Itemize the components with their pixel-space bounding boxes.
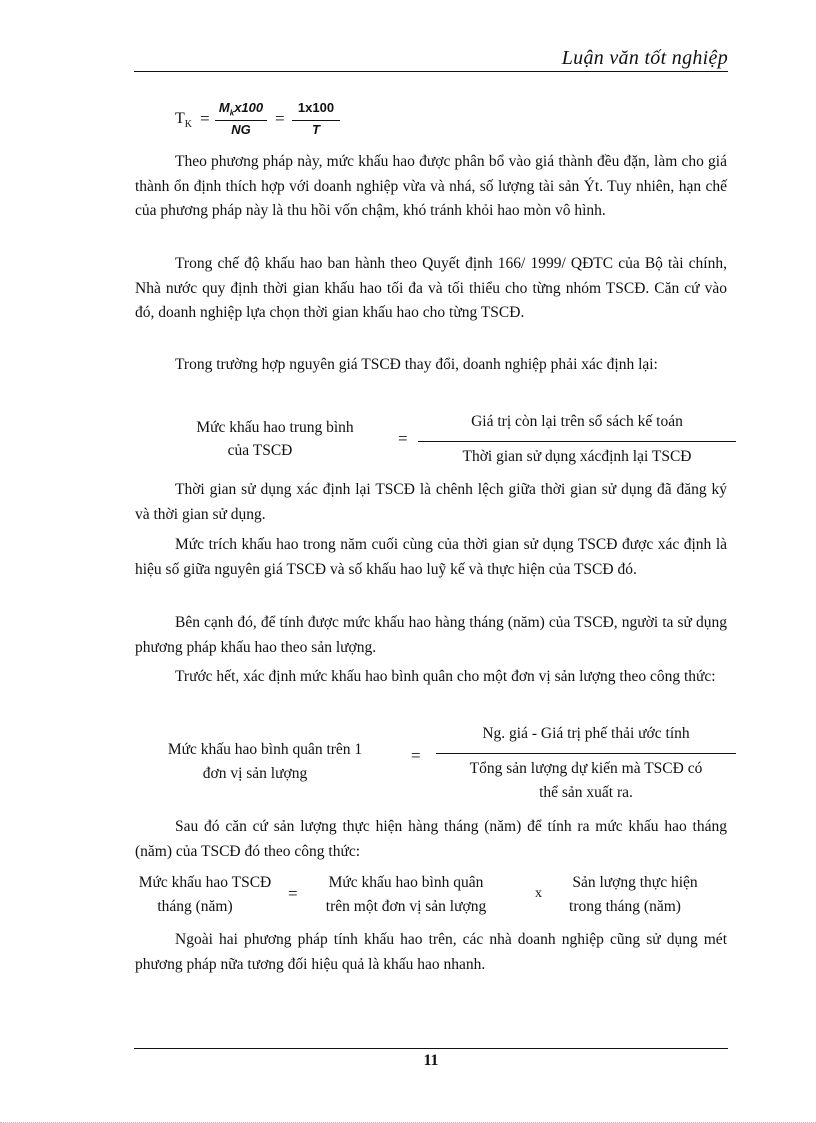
paragraph: Trong trường hợp nguyên giá TSCĐ thay đổi, doanh nghiệp phải xác định lại: [175,356,658,373]
formula3-equals: = [411,746,421,765]
paragraph: Ngoài hai phương pháp tính khấu hao trên, các nhà doanh nghiệp cũng sử dụng mét phương pháp nữa tương đối hiệu quả là khấu hao nhanh. [135,931,727,973]
formula2-numerator: Giá trị còn lại trên sổ sách kế toán [471,413,683,430]
formula4-lhs-line2: tháng (năm) [157,898,233,915]
formula3-lhs-line1: Mức khấu hao bình quân trên 1 [167,741,363,758]
formula2-denominator: Thời gian sử dụng xácđịnh lại TSCĐ [462,448,692,465]
formula-tk [175,100,375,145]
formula4-equals: = [288,884,298,903]
formula-tk-denominator-2: T [312,122,320,137]
formula-tk-denominator-1: NG [231,122,251,137]
page-number: 11 [423,1052,439,1069]
formula-tk-fraction-bar-2 [292,120,340,121]
formula2-lhs-line1: Mức khấu hao trung bình [196,419,354,436]
formula2-fraction-bar [418,441,736,442]
formula3-denominator-line1: Tổng sản lượng dự kiến mà TSCĐ có [469,760,703,777]
formula-monthly-depreciation [0,870,816,922]
header-rule [134,71,728,72]
formula4-times: x [535,886,542,901]
formula3-fraction-bar [436,753,736,754]
formula4-rhs-line1: Sản lượng thực hiện [572,874,698,891]
paragraph: Thời gian sử dụng xác định lại TSCĐ là chênh lệch giữa thời gian sử dụng đã đăng ký và thời gian sử dụng. [135,481,727,523]
formula-tk-numerator-2: 1x100 [297,100,335,115]
header-title: Luận văn tốt nghiệp [561,47,728,69]
paragraph: Trước hết, xác định mức khấu hao bình quân cho một đơn vị sản lượng theo công thức: [175,668,716,685]
formula-tk-equals-2: = [275,109,285,128]
paragraph: Trong chế độ khấu hao ban hành theo Quyết định 166/ 1999/ QĐTC của Bộ tài chính, Nhà nước quy định thời gian khấu hao tối đa và tối thiểu cho từng nhóm TSCĐ. Căn cứ vào đó, doanh nghiệp lựa chọn thời gian khấu hao cho từng TSCĐ. [135,255,727,321]
formula2-lhs-line2: của TSCĐ [227,442,293,459]
formula4-rhs-line2: trong tháng (năm) [569,898,681,915]
paragraph: Mức trích khấu hao trong năm cuối cùng của thời gian sử dụng TSCĐ được xác định là hiệu số giữa nguyên giá TSCĐ và số khấu hao luỹ kế và thực hiện của TSCĐ đó. [135,536,727,578]
paragraph: Bên cạnh đó, để tính được mức khấu hao hàng tháng (năm) của TSCĐ, người ta sử dụng phương pháp khấu hao theo sản lượng. [135,614,727,656]
formula4-lhs-line1: Mức khấu hao TSCĐ [138,874,272,891]
formula-tk-equals-1: = [200,109,210,128]
paragraph: Theo phương pháp này, mức khấu hao được phân bổ vào giá thành đều đặn, làm cho giá thành ổn định thích hợp với doanh nghiệp vừa và nhá, số lượng tài sản Ýt. Tuy nhiên, hạn chế của phương pháp này là thu hồi vốn chậm, khó tránh khỏi hao mòn vô hình. [135,153,727,219]
paragraph: Sau đó căn cứ sản lượng thực hiện hàng tháng (năm) để tính ra mức khấu hao tháng (năm) của TSCĐ đó theo công thức: [135,818,727,860]
formula3-numerator: Ng. giá - Giá trị phế thải ước tính [482,725,690,742]
formula-average-depreciation [0,410,816,470]
formula4-mid-line2: trên một đơn vị sản lượng [325,898,487,915]
formula-tk-lhs: $T_K$ [175,110,193,131]
formula3-lhs-line2: đơn vị sản lượng [202,765,308,782]
formula-unit-depreciation [0,720,816,805]
formula3-denominator-line2: thể sản xuất ra. [539,784,633,801]
formula-tk-fraction-bar-1 [215,120,267,121]
formula-tk-numerator-1: $M_kx100$ [218,100,264,118]
formula4-mid-line1: Mức khấu hao bình quân [328,874,484,891]
footer-rule [134,1048,728,1049]
formula2-equals: = [398,429,408,448]
